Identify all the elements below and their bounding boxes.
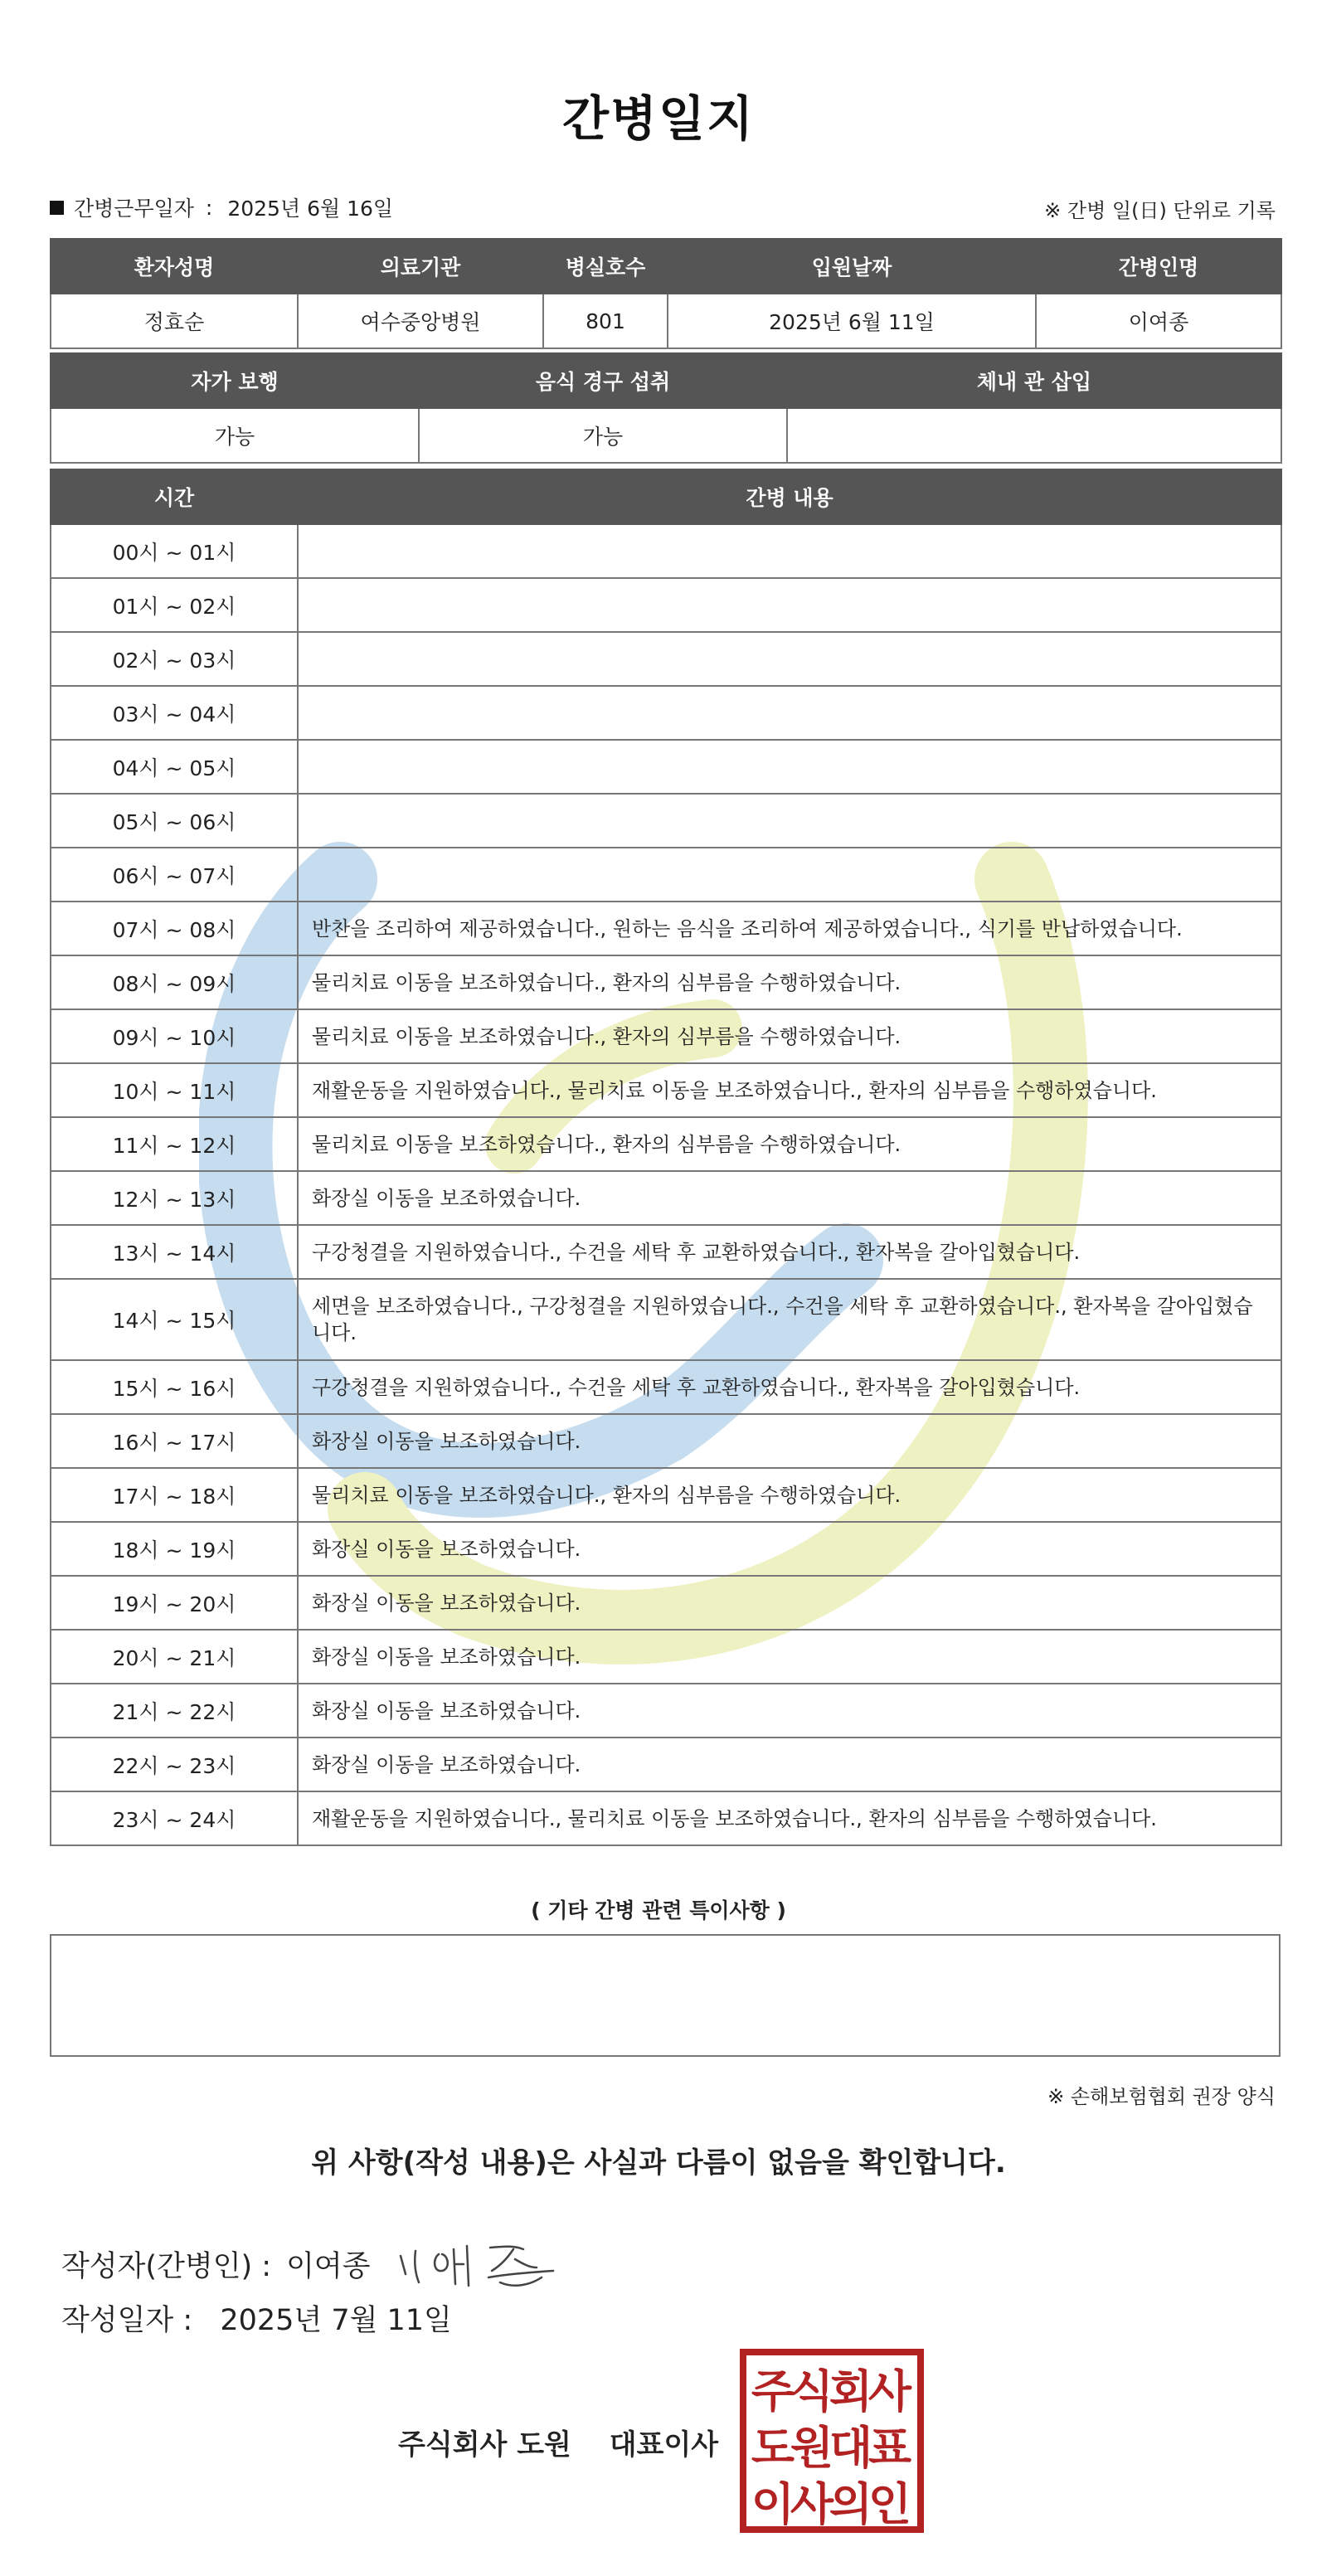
tube-insertion-value bbox=[787, 408, 1281, 463]
care-content-cell: 재활운동을 지원하였습니다., 물리치료 이동을 보조하였습니다., 환자의 심부름을 수행하였습니다. bbox=[298, 1063, 1281, 1117]
table-row bbox=[51, 1738, 1281, 1791]
care-content-cell: 화장실 이동을 보조하였습니다. bbox=[298, 1630, 1281, 1684]
patient-status-table bbox=[50, 352, 1282, 464]
written-date-line bbox=[61, 2297, 452, 2339]
company-seal-stamp bbox=[738, 2347, 926, 2535]
table-row bbox=[51, 686, 1281, 740]
company-name: 주식회사 도원 bbox=[398, 2428, 571, 2462]
table-row bbox=[51, 1279, 1281, 1360]
care-content-cell: 세면을 보조하였습니다., 구강청결을 지원하였습니다., 수건을 세탁 후 교환하였습니다., 환자복을 갈아입혔습니다. bbox=[298, 1279, 1281, 1360]
confirmation-statement: 위 사항(작성 내용)은 사실과 다름이 없음을 확인합니다. bbox=[311, 2146, 1006, 2180]
time-cell: 14시 ~ 15시 bbox=[51, 1279, 298, 1360]
care-content-cell bbox=[298, 524, 1281, 578]
patient-value-row bbox=[51, 294, 1281, 348]
unit-note: ※ 간병 일(日) 단위로 기록 bbox=[1044, 199, 1276, 222]
svg-text:원: 원 bbox=[790, 2422, 834, 2474]
hospital-name: 여수중앙병원 bbox=[298, 294, 543, 348]
care-content-cell: 재활운동을 지원하였습니다., 물리치료 이동을 보조하였습니다., 환자의 심부름을 수행하였습니다. bbox=[298, 1791, 1281, 1845]
care-content-cell: 구강청결을 지원하였습니다., 수건을 세탁 후 교환하였습니다., 환자복을 갈아입혔습니다. bbox=[298, 1225, 1281, 1279]
table-row bbox=[51, 1684, 1281, 1738]
room-number: 801 bbox=[543, 294, 668, 348]
self-walking-value: 가능 bbox=[51, 408, 419, 463]
time-cell: 03시 ~ 04시 bbox=[51, 686, 298, 740]
time-cell: 01시 ~ 02시 bbox=[51, 578, 298, 632]
svg-text:식: 식 bbox=[790, 2365, 834, 2418]
care-content-cell bbox=[298, 686, 1281, 740]
time-cell: 10시 ~ 11시 bbox=[51, 1063, 298, 1117]
svg-text:인: 인 bbox=[867, 2478, 912, 2530]
care-content-cell: 화장실 이동을 보조하였습니다. bbox=[298, 1684, 1281, 1738]
care-content-cell bbox=[298, 794, 1281, 848]
care-content-cell: 물리치료 이동을 보조하였습니다., 환자의 심부름을 수행하였습니다. bbox=[298, 1009, 1281, 1063]
table-row bbox=[51, 1009, 1281, 1063]
time-cell: 17시 ~ 18시 bbox=[51, 1468, 298, 1522]
care-content-cell: 물리치료 이동을 보조하였습니다., 환자의 심부름을 수행하였습니다. bbox=[298, 1117, 1281, 1171]
care-content-cell: 화장실 이동을 보조하였습니다. bbox=[298, 1576, 1281, 1630]
header-patient-name: 환자성명 bbox=[51, 239, 298, 294]
company-line bbox=[398, 2422, 718, 2462]
time-cell: 00시 ~ 01시 bbox=[51, 524, 298, 578]
oral-intake-value: 가능 bbox=[419, 408, 787, 463]
care-content-cell bbox=[298, 740, 1281, 794]
svg-text:대: 대 bbox=[829, 2422, 873, 2474]
table-row bbox=[51, 1225, 1281, 1279]
caregiver-name: 이여종 bbox=[1036, 294, 1281, 348]
writer-label: 작성자(간병인) : bbox=[61, 2250, 272, 2283]
table-row bbox=[51, 578, 1281, 632]
square-bullet-icon bbox=[50, 201, 64, 215]
care-content-cell: 구강청결을 지원하였습니다., 수건을 세탁 후 교환하였습니다., 환자복을 갈아입혔습니다. bbox=[298, 1360, 1281, 1414]
care-content-cell: 물리치료 이동을 보조하였습니다., 환자의 심부름을 수행하였습니다. bbox=[298, 955, 1281, 1009]
table-row bbox=[51, 902, 1281, 955]
table-row bbox=[51, 955, 1281, 1009]
svg-text:사: 사 bbox=[790, 2478, 834, 2530]
table-row bbox=[51, 1522, 1281, 1576]
table-row bbox=[51, 1576, 1281, 1630]
special-notes-title: ( 기타 간병 관련 특이사항 ) bbox=[531, 1898, 786, 1922]
header-self-walking: 자가 보행 bbox=[51, 353, 419, 408]
svg-text:도: 도 bbox=[751, 2422, 795, 2474]
time-cell: 22시 ~ 23시 bbox=[51, 1738, 298, 1791]
status-value-row bbox=[51, 408, 1281, 463]
svg-text:표: 표 bbox=[867, 2422, 912, 2474]
table-row bbox=[51, 848, 1281, 902]
representative-label: 대표이사 bbox=[609, 2428, 719, 2462]
time-cell: 16시 ~ 17시 bbox=[51, 1414, 298, 1468]
svg-text:의: 의 bbox=[829, 2478, 873, 2530]
header-room: 병실호수 bbox=[543, 239, 668, 294]
time-cell: 08시 ~ 09시 bbox=[51, 955, 298, 1009]
table-row bbox=[51, 632, 1281, 686]
time-cell: 02시 ~ 03시 bbox=[51, 632, 298, 686]
hourly-log-table bbox=[50, 469, 1282, 1846]
patient-info-table bbox=[50, 238, 1282, 349]
care-content-cell bbox=[298, 578, 1281, 632]
document-title: 간병일지 bbox=[561, 90, 756, 147]
table-row bbox=[51, 1791, 1281, 1845]
time-cell: 12시 ~ 13시 bbox=[51, 1171, 298, 1225]
time-cell: 19시 ~ 20시 bbox=[51, 1576, 298, 1630]
table-row bbox=[51, 1630, 1281, 1684]
writer-name: 이여종 bbox=[286, 2250, 371, 2283]
svg-text:이: 이 bbox=[751, 2478, 795, 2530]
header-hospital: 의료기관 bbox=[298, 239, 543, 294]
time-cell: 07시 ~ 08시 bbox=[51, 902, 298, 955]
header-caregiver-name: 간병인명 bbox=[1036, 239, 1281, 294]
header-oral-intake: 음식 경구 섭취 bbox=[419, 353, 787, 408]
writer-line bbox=[61, 2231, 565, 2297]
svg-text:회: 회 bbox=[829, 2365, 873, 2418]
svg-text:주: 주 bbox=[751, 2365, 795, 2418]
table-row bbox=[51, 1468, 1281, 1522]
signature-image bbox=[391, 2231, 565, 2297]
table-row bbox=[51, 1117, 1281, 1171]
patient-header-row bbox=[51, 239, 1281, 294]
time-cell: 09시 ~ 10시 bbox=[51, 1009, 298, 1063]
care-content-cell: 물리치료 이동을 보조하였습니다., 환자의 심부름을 수행하였습니다. bbox=[298, 1468, 1281, 1522]
special-notes-box bbox=[50, 1934, 1281, 2057]
time-cell: 23시 ~ 24시 bbox=[51, 1791, 298, 1845]
care-content-cell bbox=[298, 848, 1281, 902]
work-date-label: 간병근무일자 bbox=[74, 197, 194, 221]
time-cell: 20시 ~ 21시 bbox=[51, 1630, 298, 1684]
log-header-row bbox=[51, 469, 1281, 524]
table-row bbox=[51, 1414, 1281, 1468]
header-admission-date: 입원날짜 bbox=[668, 239, 1036, 294]
care-content-cell: 화장실 이동을 보조하였습니다. bbox=[298, 1738, 1281, 1791]
written-date-label: 작성일자 : bbox=[61, 2304, 193, 2337]
work-date-separator: : bbox=[205, 195, 213, 220]
table-row bbox=[51, 1063, 1281, 1117]
written-date-value: 2025년 7월 11일 bbox=[220, 2304, 452, 2337]
time-cell: 05시 ~ 06시 bbox=[51, 794, 298, 848]
table-row bbox=[51, 740, 1281, 794]
care-content-cell bbox=[298, 632, 1281, 686]
association-note: ※ 손해보험협회 권장 양식 bbox=[1047, 2085, 1276, 2108]
time-cell: 04시 ~ 05시 bbox=[51, 740, 298, 794]
header-time: 시간 bbox=[51, 469, 298, 524]
header-tube-insertion: 체내 관 삽입 bbox=[787, 353, 1281, 408]
svg-text:사: 사 bbox=[867, 2365, 912, 2418]
care-content-cell: 화장실 이동을 보조하였습니다. bbox=[298, 1171, 1281, 1225]
time-cell: 18시 ~ 19시 bbox=[51, 1522, 298, 1576]
table-row bbox=[51, 794, 1281, 848]
admission-date: 2025년 6월 11일 bbox=[668, 294, 1036, 348]
patient-name: 정효순 bbox=[51, 294, 298, 348]
table-row bbox=[51, 524, 1281, 578]
time-cell: 15시 ~ 16시 bbox=[51, 1360, 298, 1414]
time-cell: 06시 ~ 07시 bbox=[51, 848, 298, 902]
work-date-value: 2025년 6월 16일 bbox=[227, 197, 394, 221]
work-date-line bbox=[50, 192, 393, 222]
table-row bbox=[51, 1171, 1281, 1225]
time-cell: 11시 ~ 12시 bbox=[51, 1117, 298, 1171]
care-content-cell: 화장실 이동을 보조하였습니다. bbox=[298, 1522, 1281, 1576]
table-row bbox=[51, 1360, 1281, 1414]
header-care-content: 간병 내용 bbox=[298, 469, 1281, 524]
care-content-cell: 화장실 이동을 보조하였습니다. bbox=[298, 1414, 1281, 1468]
care-content-cell: 반찬을 조리하여 제공하였습니다., 원하는 음식을 조리하여 제공하였습니다., 식기를 반납하였습니다. bbox=[298, 902, 1281, 955]
status-header-row bbox=[51, 353, 1281, 408]
time-cell: 21시 ~ 22시 bbox=[51, 1684, 298, 1738]
time-cell: 13시 ~ 14시 bbox=[51, 1225, 298, 1279]
